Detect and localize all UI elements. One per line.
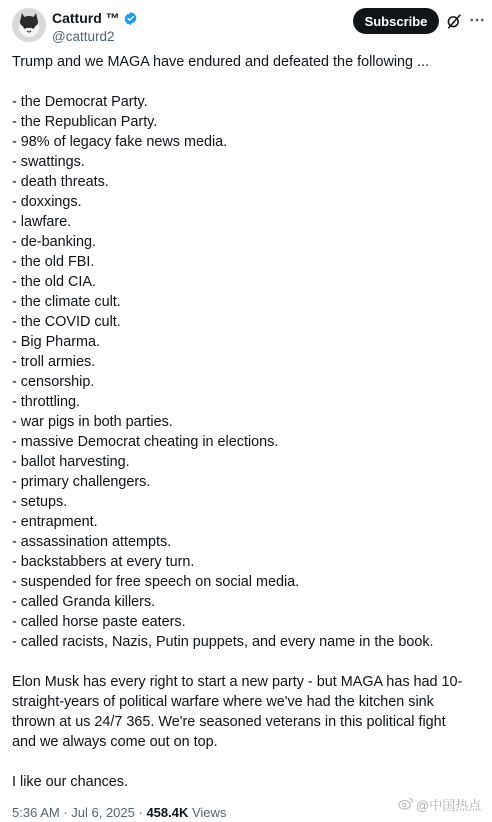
list-item: - ballot harvesting. [12, 454, 130, 470]
list-item: - swattings. [12, 154, 85, 170]
list-item: - the climate cult. [12, 294, 121, 310]
grok-icon[interactable] [445, 12, 463, 30]
list-item: - entrapment. [12, 514, 98, 530]
list-item: - the old CIA. [12, 274, 96, 290]
list-item: - troll armies. [12, 354, 96, 370]
paragraph-line: and we always come out on top. [12, 734, 218, 750]
views-label: Views [188, 805, 227, 820]
spacer [12, 72, 482, 92]
list-item: - primary challengers. [12, 474, 151, 490]
tweet-paragraph [12, 672, 482, 752]
paragraph-line: Elon Musk has every right to start a new party - but MAGA has had 10- [12, 674, 463, 690]
list-item: - lawfare. [12, 214, 72, 230]
list-item: - suspended for free speech on social media. [12, 574, 300, 590]
defeated-list [12, 92, 482, 652]
tweet-date[interactable]: Jul 6, 2025 [71, 805, 135, 820]
list-item: - assassination attempts. [12, 534, 172, 550]
list-item: - the old FBI. [12, 254, 95, 270]
list-item: - Big Pharma. [12, 334, 100, 350]
separator: · [59, 805, 72, 820]
more-icon[interactable] [467, 10, 487, 30]
list-item: - called Granda killers. [12, 594, 156, 610]
cat-avatar-icon [12, 8, 46, 42]
verified-badge-icon[interactable] [123, 11, 138, 26]
list-item: - the Republican Party. [12, 114, 158, 130]
list-item: - called racists, Nazis, Putin puppets, and every name in the book. [12, 634, 434, 650]
list-item: - doxxings. [12, 194, 82, 210]
subscribe-button[interactable]: Subscribe [353, 8, 439, 34]
list-item: - massive Democrat cheating in elections. [12, 434, 279, 450]
author-handle[interactable]: @catturd2 [52, 29, 115, 44]
list-item: - censorship. [12, 374, 95, 390]
weibo-icon [398, 797, 414, 813]
list-item: - backstabbers at every turn. [12, 554, 195, 570]
tweet-time[interactable]: 5:36 AM [12, 805, 60, 820]
list-item: - the COVID cult. [12, 314, 121, 330]
paragraph-line: thrown at us 24/7 365. We're seasoned veterans in this political fight [12, 714, 446, 730]
tweet-intro: Trump and we MAGA have endured and defeated the following ... [12, 54, 430, 70]
list-item: - de-banking. [12, 234, 96, 250]
author-name[interactable]: Catturd ™ [52, 10, 120, 26]
watermark [398, 795, 481, 814]
list-item: - 98% of legacy fake news media. [12, 134, 228, 150]
views-count: 458.4K [146, 805, 189, 820]
tweet-closing: I like our chances. [12, 774, 128, 790]
avatar[interactable] [12, 8, 46, 42]
tweet-meta [12, 804, 226, 822]
list-item: - war pigs in both parties. [12, 414, 173, 430]
list-item: - setups. [12, 494, 68, 510]
list-item: - throttling. [12, 394, 80, 410]
paragraph-line: straight-years of political warfare where we've had the kitchen sink [12, 694, 434, 710]
list-item: - called horse paste eaters. [12, 614, 186, 630]
tweet-text [12, 52, 482, 792]
name-row [52, 9, 138, 27]
spacer [12, 652, 482, 672]
list-item: - the Democrat Party. [12, 94, 148, 110]
author-block [52, 9, 138, 46]
tweet-header [12, 8, 482, 48]
separator: · [134, 805, 147, 820]
watermark-text: @中国热点 [416, 798, 482, 813]
list-item: - death threats. [12, 174, 109, 190]
spacer [12, 752, 482, 772]
